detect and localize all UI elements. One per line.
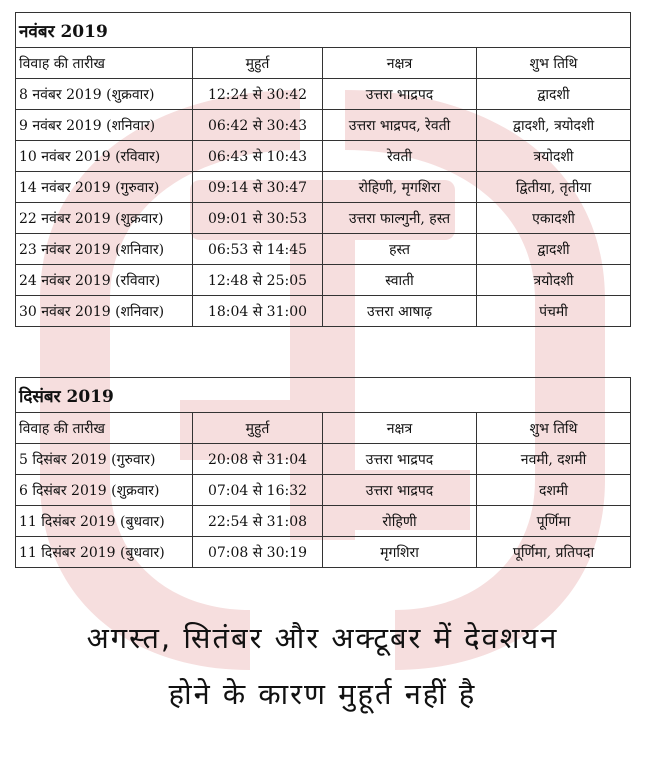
table-header-row bbox=[16, 413, 631, 444]
nakshatra-cell: उत्तरा भाद्रपद bbox=[323, 79, 477, 110]
header-muhurat: मुहुर्त bbox=[193, 413, 323, 444]
december-muhurat-table bbox=[15, 377, 631, 568]
date-cell: 10 नवंबर 2019 (रविवार) bbox=[16, 141, 193, 172]
footer-note-line-2: होने के कारण मुहूर्त नहीं है bbox=[168, 677, 477, 711]
muhurat-cell: 22:54 से 31:08 bbox=[193, 506, 323, 537]
header-tithi: शुभ तिथि bbox=[477, 413, 631, 444]
november-title: नवंबर 2019 bbox=[16, 13, 631, 48]
november-muhurat-table bbox=[15, 12, 631, 327]
tithi-cell: पूर्णिमा bbox=[477, 506, 631, 537]
muhurat-cell: 06:43 से 10:43 bbox=[193, 141, 323, 172]
header-date: विवाह की तारीख bbox=[16, 48, 193, 79]
table-row bbox=[16, 110, 631, 141]
nakshatra-cell: उत्तरा फाल्गुनी, हस्त bbox=[323, 203, 477, 234]
table-row bbox=[16, 141, 631, 172]
nakshatra-cell: उत्तरा भाद्रपद bbox=[323, 444, 477, 475]
date-cell: 11 दिसंबर 2019 (बुधवार) bbox=[16, 506, 193, 537]
muhurat-cell: 07:04 से 16:32 bbox=[193, 475, 323, 506]
table-row bbox=[16, 475, 631, 506]
nakshatra-cell: रेवती bbox=[323, 141, 477, 172]
december-title: दिसंबर 2019 bbox=[16, 378, 631, 413]
muhurat-cell: 06:42 से 30:43 bbox=[193, 110, 323, 141]
tithi-cell: दशमी bbox=[477, 475, 631, 506]
header-date: विवाह की तारीख bbox=[16, 413, 193, 444]
header-nakshatra: नक्षत्र bbox=[323, 413, 477, 444]
nakshatra-cell: उत्तरा भाद्रपद, रेवती bbox=[323, 110, 477, 141]
tithi-cell: द्वादशी bbox=[477, 79, 631, 110]
date-cell: 22 नवंबर 2019 (शुक्रवार) bbox=[16, 203, 193, 234]
date-cell: 14 नवंबर 2019 (गुरुवार) bbox=[16, 172, 193, 203]
tithi-cell: एकादशी bbox=[477, 203, 631, 234]
tithi-cell: द्वितीया, तृतीया bbox=[477, 172, 631, 203]
date-cell: 30 नवंबर 2019 (शनिवार) bbox=[16, 296, 193, 327]
tithi-cell: नवमी, दशमी bbox=[477, 444, 631, 475]
footer-note-line-1: अगस्त, सितंबर और अक्टूबर में देवशयन bbox=[86, 621, 559, 655]
date-cell: 23 नवंबर 2019 (शनिवार) bbox=[16, 234, 193, 265]
muhurat-cell: 09:14 से 30:47 bbox=[193, 172, 323, 203]
header-tithi: शुभ तिथि bbox=[477, 48, 631, 79]
table-row bbox=[16, 537, 631, 568]
header-nakshatra: नक्षत्र bbox=[323, 48, 477, 79]
date-cell: 24 नवंबर 2019 (रविवार) bbox=[16, 265, 193, 296]
date-cell: 9 नवंबर 2019 (शनिवार) bbox=[16, 110, 193, 141]
date-cell: 6 दिसंबर 2019 (शुक्रवार) bbox=[16, 475, 193, 506]
tithi-cell: द्वादशी, त्रयोदशी bbox=[477, 110, 631, 141]
tithi-cell: पूर्णिमा, प्रतिपदा bbox=[477, 537, 631, 568]
muhurat-cell: 06:53 से 14:45 bbox=[193, 234, 323, 265]
table-row bbox=[16, 172, 631, 203]
table-row bbox=[16, 234, 631, 265]
table-row bbox=[16, 296, 631, 327]
nakshatra-cell: रोहिणी bbox=[323, 506, 477, 537]
date-cell: 11 दिसंबर 2019 (बुधवार) bbox=[16, 537, 193, 568]
table-row bbox=[16, 444, 631, 475]
table-row bbox=[16, 506, 631, 537]
muhurat-cell: 07:08 से 30:19 bbox=[193, 537, 323, 568]
muhurat-cell: 09:01 से 30:53 bbox=[193, 203, 323, 234]
nakshatra-cell: स्वाती bbox=[323, 265, 477, 296]
tithi-cell: त्रयोदशी bbox=[477, 265, 631, 296]
muhurat-cell: 20:08 से 31:04 bbox=[193, 444, 323, 475]
table-row bbox=[16, 265, 631, 296]
nakshatra-cell: उत्तरा आषाढ़ bbox=[323, 296, 477, 327]
tithi-cell: द्वादशी bbox=[477, 234, 631, 265]
nakshatra-cell: रोहिणी, मृगशिरा bbox=[323, 172, 477, 203]
tithi-cell: त्रयोदशी bbox=[477, 141, 631, 172]
header-muhurat: मुहुर्त bbox=[193, 48, 323, 79]
table-row bbox=[16, 79, 631, 110]
tithi-cell: पंचमी bbox=[477, 296, 631, 327]
date-cell: 5 दिसंबर 2019 (गुरुवार) bbox=[16, 444, 193, 475]
nakshatra-cell: मृगशिरा bbox=[323, 537, 477, 568]
muhurat-cell: 12:48 से 25:05 bbox=[193, 265, 323, 296]
muhurat-cell: 18:04 से 31:00 bbox=[193, 296, 323, 327]
nakshatra-cell: हस्त bbox=[323, 234, 477, 265]
muhurat-cell: 12:24 से 30:42 bbox=[193, 79, 323, 110]
table-header-row bbox=[16, 48, 631, 79]
date-cell: 8 नवंबर 2019 (शुक्रवार) bbox=[16, 79, 193, 110]
table-row bbox=[16, 203, 631, 234]
nakshatra-cell: उत्तरा भाद्रपद bbox=[323, 475, 477, 506]
